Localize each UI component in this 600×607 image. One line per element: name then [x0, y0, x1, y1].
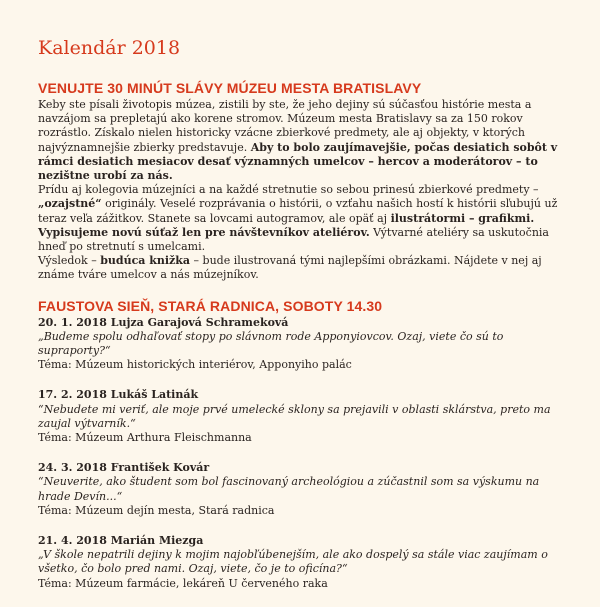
- event-topic: Téma: Múzeum historických interiérov, Apponyiho palác: [38, 358, 352, 372]
- result-paragraph: [38, 254, 568, 282]
- visitors-text-a: Prídu aj kolegovia múzejníci a na každé stretnutie so sebou prinesú zbierkové predmety –: [38, 183, 539, 197]
- contest-highlight: Vypisujeme novú súťaž len pre návštevníkov ateliérov.: [38, 225, 370, 239]
- illustrators-highlight: ilustrátormi – grafikmi.: [390, 211, 535, 225]
- intro-highlight: Aby to bolo zaujímavejšie, počas desiatich sobôt v rámci desiatich mesiacov desať významných umelcov – hercov a moderátorov – to nezištne urobí za nás.: [38, 140, 558, 183]
- schedule-section: [38, 298, 568, 591]
- event-quote: „Budeme spolu odhaľovať stopy po slávnom rode Apponyiovcov. Ozaj, viete čo sú to supraporty?“: [38, 329, 504, 358]
- result-text-a: Výsledok –: [38, 254, 101, 268]
- contest-text: Výtvarné ateliéry sa uskutočnia hneď po stretnutí s umelcami.: [38, 225, 549, 254]
- contest-paragraph: [38, 226, 568, 254]
- page-title: Kalendár 2018: [38, 37, 181, 59]
- event-item: [38, 461, 568, 518]
- event-item: [38, 388, 568, 445]
- book-highlight: budúca knižka: [100, 254, 191, 268]
- visitors-paragraph: [38, 183, 568, 226]
- event-topic: Téma: Múzeum farmácie, lekáreň U červeného raka: [38, 576, 328, 590]
- calendar-page: [38, 36, 568, 607]
- event-item: [38, 534, 568, 591]
- event-quote: “Nebudete mi veriť, ale moje prvé umelecké sklony sa prejavili v oblasti sklárstva, preto ma zaujal výtvarník.“: [38, 402, 551, 430]
- originals-highlight: „ozajstné“: [38, 197, 102, 211]
- intro-section: [38, 80, 568, 283]
- intro-heading: VENUJTE 30 MINÚT SLÁVY MÚZEU MESTA BRATISLAVY: [38, 80, 422, 96]
- event-quote: „V škole nepatrili dejiny k mojim najobľúbenejším, ale ako dospelý sa stále viac zaujímam o všetko, čo bolo pred nami. Ozaj, viete, čo je to oficína?“: [38, 548, 548, 576]
- intro-text: Keby ste písali životopis múzea, zistili by ste, že jeho dejiny sú súčasťou histórie mesta a navzájom sa prepletajú ako korene stromov. Múzeum mesta Bratislavy sa za 150 rokov rozrástlo. Získalo nielen historicky vzácne zbierkové predmety, ale aj objekty, v ktorých najvýznamnejšie zbierky predstavuje.: [38, 98, 532, 154]
- result-text-b: – bude ilustrovaná tými najlepšími obrázkami. Nájdete v nej aj známe tváre umelcov a nás múzejníkov.: [38, 254, 542, 282]
- visitors-text-b: originály. Veselé rozprávania o histórii, o vzťahu našich hostí k histórii sľubujú už teraz veľa zážitkov. Stanete sa lovcami autogramov, ale opäť aj: [38, 197, 558, 225]
- event-date-name: 17. 2. 2018 Lukáš Latinák: [38, 388, 199, 402]
- intro-paragraph: [38, 98, 568, 183]
- event-date-name: 24. 3. 2018 František Kovár: [38, 461, 210, 475]
- event-topic: Téma: Múzeum Arthura Fleischmanna: [38, 431, 252, 445]
- event-topic: Téma: Múzeum dejín mesta, Stará radnica: [38, 503, 275, 517]
- event-date-name: 20. 1. 2018 Lujza Garajová Schrameková: [38, 315, 289, 329]
- event-date-name: 21. 4. 2018 Marián Miezga: [38, 534, 204, 548]
- event-item: [38, 316, 568, 373]
- event-quote: “Neuverite, ako študent som bol fascinovaný archeológiou a zúčastnil som sa výskumu na hrade Devín...“: [38, 475, 540, 503]
- schedule-heading: FAUSTOVA SIEŇ, STARÁ RADNICA, SOBOTY 14.30: [38, 297, 383, 314]
